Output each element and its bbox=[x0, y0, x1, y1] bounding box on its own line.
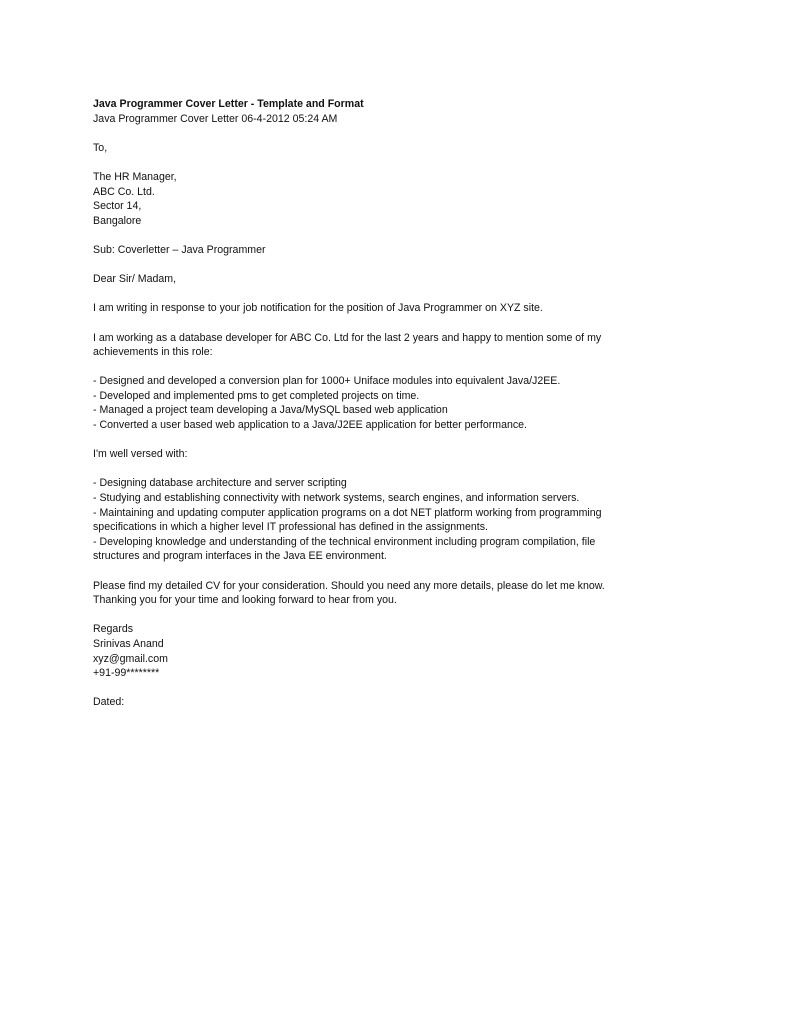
recipient-line: The HR Manager, bbox=[93, 170, 177, 183]
sender-phone: +91-99******** bbox=[93, 667, 160, 680]
letter-page bbox=[93, 97, 693, 710]
list-item: specifications in which a higher level IT professional has defined in the assignments. bbox=[93, 521, 488, 534]
recipient-address bbox=[93, 170, 693, 228]
sender-name: Srinivas Anand bbox=[93, 637, 164, 650]
list-item: - Designed and developed a conversion plan for 1000+ Uniface modules into equivalent Java/J2EE. bbox=[93, 375, 561, 388]
recipient-line: Bangalore bbox=[93, 214, 142, 227]
list-item: structures and program interfaces in the Java EE environment. bbox=[93, 550, 387, 563]
skills-list bbox=[93, 476, 693, 564]
list-item: - Developing knowledge and understanding of the technical environment including program compilation, file bbox=[93, 535, 596, 548]
experience-line: I am working as a database developer for ABC Co. Ltd for the last 2 years and happy to mention some of my bbox=[93, 331, 602, 344]
greeting: Dear Sir/ Madam, bbox=[93, 273, 177, 286]
list-item: - Designing database architecture and server scripting bbox=[93, 477, 347, 490]
achievements-list bbox=[93, 374, 693, 432]
recipient-line: Sector 14, bbox=[93, 200, 142, 213]
list-item: - Converted a user based web application to a Java/J2EE application for better performance. bbox=[93, 419, 528, 432]
list-item: - Developed and implemented pms to get completed projects on time. bbox=[93, 389, 420, 402]
sender-email: xyz@gmail.com bbox=[93, 652, 168, 665]
letter-subtitle: Java Programmer Cover Letter 06-4-2012 05:24 AM bbox=[93, 112, 338, 125]
signature-block bbox=[93, 622, 693, 680]
dated-line: Dated: bbox=[93, 696, 125, 709]
skills-intro: I'm well versed with: bbox=[93, 448, 188, 461]
closing-line: Please find my detailed CV for your consideration. Should you need any more details, please do let me know. bbox=[93, 579, 605, 592]
list-item: - Managed a project team developing a Java/MySQL based web application bbox=[93, 404, 448, 417]
intro-paragraph: I am writing in response to your job notification for the position of Java Programmer on XYZ site. bbox=[93, 302, 543, 315]
recipient-line: ABC Co. Ltd. bbox=[93, 185, 155, 198]
subject-line: Sub: Coverletter – Java Programmer bbox=[93, 243, 266, 256]
experience-line: achievements in this role: bbox=[93, 346, 213, 359]
salutation-to: To, bbox=[93, 141, 108, 154]
signoff: Regards bbox=[93, 623, 134, 636]
list-item: - Maintaining and updating computer application programs on a dot NET platform working from programming bbox=[93, 506, 602, 519]
letter-title: Java Programmer Cover Letter - Template and Format bbox=[93, 98, 364, 110]
closing-line: Thanking you for your time and looking forward to hear from you. bbox=[93, 594, 397, 607]
list-item: - Studying and establishing connectivity with network systems, search engines, and information servers. bbox=[93, 492, 580, 505]
